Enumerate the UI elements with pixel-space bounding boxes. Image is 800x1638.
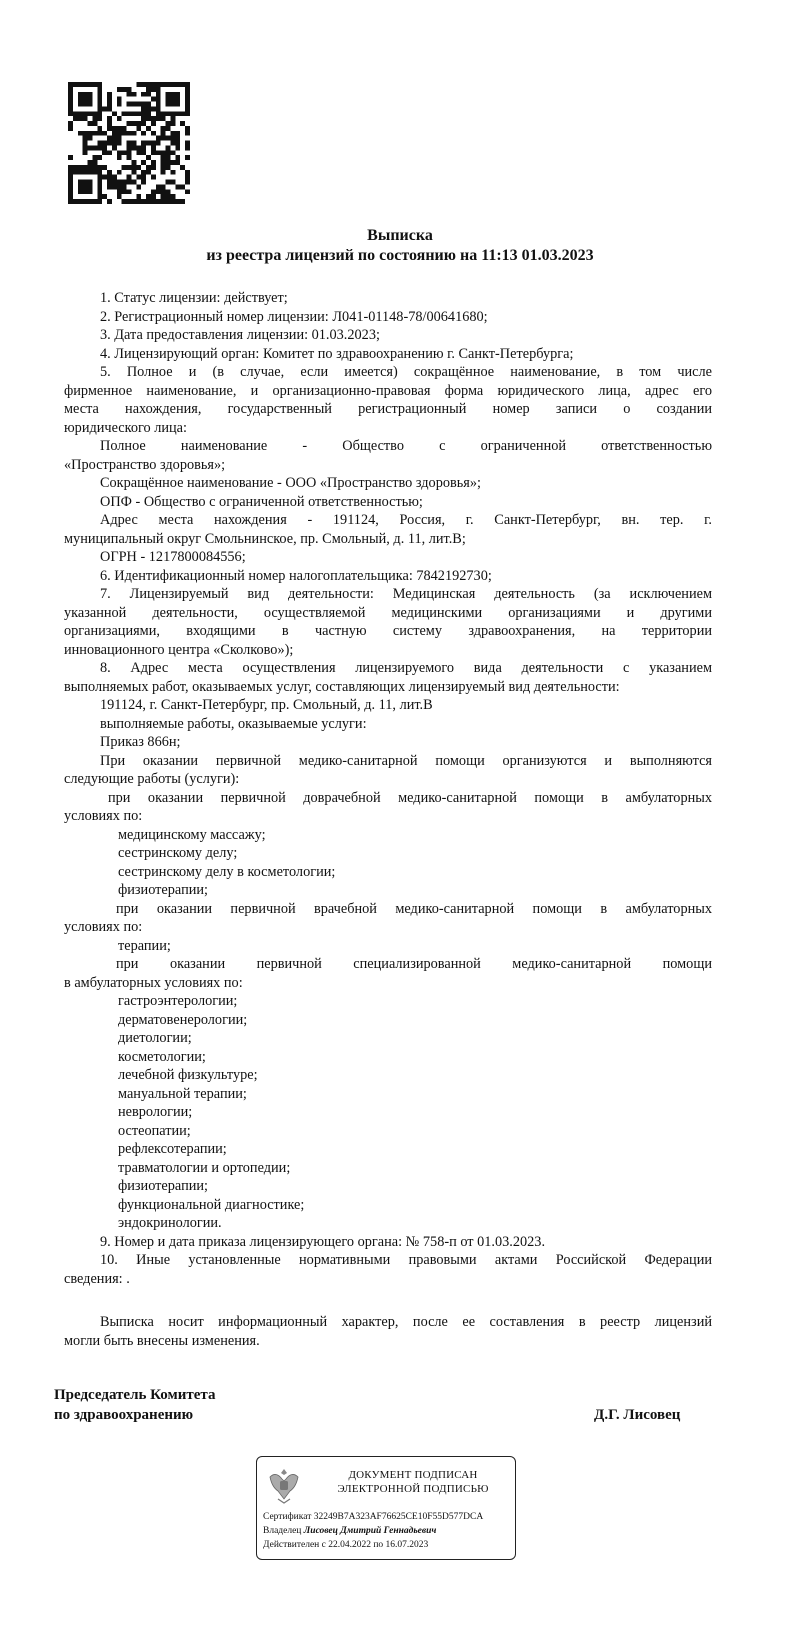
- text-line: условиях по:: [64, 919, 143, 935]
- certificate-label: Сертификат: [263, 1512, 312, 1522]
- list-item: медицинскому массажу;: [118, 826, 266, 843]
- signatory-name: Д.Г. Лисовец: [594, 1407, 681, 1423]
- text-line: 9. Номер и дата приказа лицензирующего органа: № 758-п от 01.03.2023.: [100, 1233, 546, 1250]
- stamp-heading: ДОКУМЕНТ ПОДПИСАН: [348, 1469, 478, 1481]
- text-line: при оказании первичной доврачебной медико-санитарной помощи в амбулаторных: [108, 789, 712, 806]
- signatory-position: по здравоохранению: [54, 1407, 194, 1423]
- text-line: фирменное наименование, и организационно-правовая форма юридического лица, адрес его: [64, 382, 712, 399]
- document-title: Выписка: [367, 227, 433, 244]
- list-item: неврологии;: [118, 1104, 193, 1120]
- certificate-line: [263, 1511, 483, 1523]
- text-line: 191124, г. Санкт-Петербург, пр. Смольный, д. 11, лит.В: [100, 697, 433, 713]
- list-item: терапии;: [118, 937, 171, 954]
- extract-body: [64, 289, 712, 1350]
- owner-name: Лисовец Дмитрий Геннадьевич: [303, 1526, 437, 1536]
- list-item: косметологии;: [118, 1048, 206, 1065]
- text-line: При оказании первичной медико-санитарной помощи организуются и выполняются: [100, 752, 712, 769]
- document-subtitle: из реестра лицензий по состоянию на 11:13 01.03.2023: [206, 247, 594, 264]
- text-line: выполняемых работ, оказываемых услуг, составляющих лицензируемый вид деятельности:: [64, 678, 620, 695]
- list-item: дерматовенерологии;: [118, 1011, 248, 1028]
- text-line: условиях по:: [64, 808, 143, 824]
- list-item: мануальной терапии;: [118, 1085, 247, 1102]
- qr-code-icon: [68, 82, 190, 204]
- text-line: Полное наименование - Общество с ограниченной ответственностью: [100, 438, 712, 454]
- text-line: следующие работы (услуги):: [64, 771, 240, 787]
- text-line: Сокращённое наименование - ООО «Пространство здоровья»;: [100, 475, 481, 491]
- text-line: 7. Лицензируемый вид деятельности: Медицинская деятельность (за исключением: [100, 586, 712, 602]
- text-line: «Пространство здоровья»;: [64, 456, 226, 473]
- list-item: сестринскому делу;: [118, 845, 238, 861]
- text-line: 8. Адрес места осуществления лицензируемого вида деятельности с указанием: [100, 660, 712, 676]
- text-line: 1. Статус лицензии: действует;: [100, 290, 288, 306]
- text-line: сведения: .: [64, 1270, 130, 1287]
- text-line: указанной деятельности, осуществляемой медицинскими организациями и другими: [64, 604, 712, 621]
- disclaimer-line: Выписка носит информационный характер, после ее составления в реестр лицензий: [100, 1314, 712, 1330]
- electronic-signature-stamp: [256, 1456, 516, 1560]
- list-item: травматологии и ортопедии;: [118, 1159, 291, 1176]
- validity-line: Действителен с 22.04.2022 по 16.07.2023: [263, 1540, 429, 1550]
- text-line: 5. Полное и (в случае, если имеется) сокращённое наименование, в том числе: [100, 364, 712, 380]
- owner-label: Владелец: [263, 1526, 302, 1536]
- disclaimer-line: могли быть внесены изменения.: [64, 1332, 260, 1349]
- text-line: 3. Дата предоставления лицензии: 01.03.2023;: [100, 327, 380, 343]
- text-line: при оказании первичной специализированной медико-санитарной помощи: [116, 956, 712, 972]
- text-line: Приказ 866н;: [100, 734, 181, 750]
- text-line: 4. Лицензирующий орган: Комитет по здравоохранению г. Санкт-Петербурга;: [100, 345, 574, 362]
- text-line: инновационного центра «Сколково»);: [64, 641, 294, 658]
- signatory-position: Председатель Комитета: [54, 1387, 216, 1403]
- stamp-heading: ЭЛЕКТРОННОЙ ПОДПИСЬЮ: [337, 1483, 489, 1495]
- text-line: юридического лица:: [64, 419, 187, 436]
- text-line: 2. Регистрационный номер лицензии: Л041-01148-78/00641680;: [100, 308, 488, 325]
- text-line: организациями, входящими в частную систему здравоохранения, на территории: [64, 623, 712, 639]
- list-item: остеопатии;: [118, 1122, 191, 1139]
- list-item: физиотерапии;: [118, 882, 208, 898]
- owner-line: [263, 1525, 436, 1537]
- text-line: при оказании первичной врачебной медико-санитарной помощи в амбулаторных: [116, 900, 712, 917]
- text-line: Адрес места нахождения - 191124, Россия, г. Санкт-Петербург, вн. тер. г.: [100, 512, 712, 528]
- list-item: функциональной диагностике;: [118, 1196, 305, 1213]
- text-line: 6. Идентификационный номер налогоплательщика: 7842192730;: [100, 567, 492, 584]
- text-line: ОПФ - Общество с ограниченной ответственностью;: [100, 493, 423, 510]
- list-item: физиотерапии;: [118, 1178, 208, 1194]
- text-line: 10. Иные установленные нормативными правовыми актами Российской Федерации: [100, 1252, 712, 1268]
- list-item: гастроэнтерологии;: [118, 993, 238, 1009]
- list-item: диетологии;: [118, 1030, 192, 1046]
- list-item: лечебной физкультуре;: [118, 1067, 258, 1083]
- list-item: рефлексотерапии;: [118, 1141, 227, 1157]
- text-line: в амбулаторных условиях по:: [64, 974, 243, 991]
- text-line: ОГРН - 1217800084556;: [100, 549, 246, 565]
- certificate-number: 32249B7A323AF76625CE10F55D577DCA: [313, 1512, 484, 1522]
- coat-of-arms-icon: [266, 1465, 302, 1505]
- text-line: выполняемые работы, оказываемые услуги:: [100, 715, 367, 732]
- text-line: места нахождения, государственный регистрационный номер записи о создании: [64, 401, 712, 417]
- list-item: эндокринологии.: [118, 1215, 222, 1231]
- list-item: сестринскому делу в косметологии;: [118, 863, 336, 880]
- text-line: муниципальный округ Смольнинское, пр. Смольный, д. 11, лит.В;: [64, 530, 466, 547]
